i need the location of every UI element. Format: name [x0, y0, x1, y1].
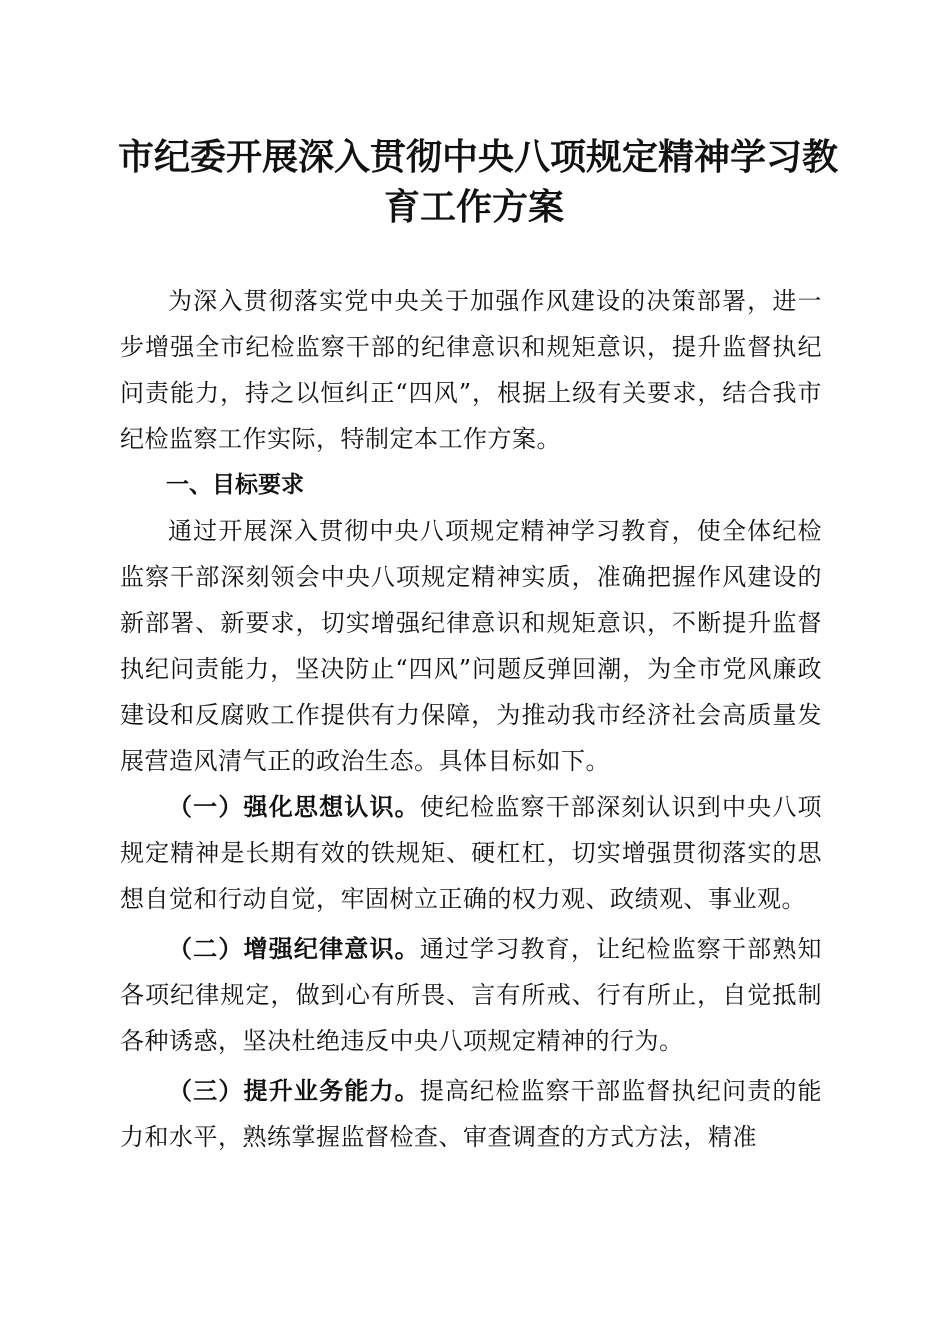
- goal-item-2-text: 通过学习教育，让纪检监察干部熟知各项纪律规定，做到心有所畏、言有所戒、行有所止，自觉抵制各种诱惑，坚决杜绝违反中央八项规定精神的行为。: [120, 935, 823, 1055]
- intro-paragraph: 为深入贯彻落实党中央关于加强作风建设的决策部署，进一步增强全市纪检监察干部的纪律意识和规矩意识，提升监督执纪问责能力，持之以恒纠正“四风”，根据上级有关要求，结合我市纪检监察工作实际，特制定本工作方案。: [120, 287, 822, 453]
- title-line-2: 育工作方案: [383, 186, 564, 228]
- goal-item-2-lead: （二）增强纪律意识。: [168, 935, 420, 963]
- document-title: [118, 132, 839, 232]
- title-line-1: 市纪委开展深入贯彻中央八项规定精神学习教: [118, 136, 839, 178]
- goal-item-3: [120, 1068, 822, 1160]
- goals-paragraph: 通过开展深入贯彻中央八项规定精神学习教育，使全体纪检监察干部深刻领会中央八项规定精神实质，准确把握作风建设的新部署、新要求，切实增强纪律意识和规矩意识，不断提升监督执纪问责能力，坚决防止“四风”问题反弹回潮，为全市党风廉政建设和反腐败工作提供有力保障，为推动我市经济社会高质量发展营造风清气正的政治生态。具体目标如下。: [120, 517, 822, 775]
- goal-item-1-lead: （一）强化思想认识。: [168, 793, 420, 821]
- goal-item-1-text: 使纪检监察干部深刻认识到中央八项规定精神是长期有效的铁规矩、硬杠杠，切实增强贯彻落实的思想自觉和行动自觉，牢固树立正确的权力观、政绩观、事业观。: [120, 793, 823, 913]
- section-heading-goals: 一、目标要求: [166, 472, 304, 498]
- goal-item-3-text: 提高纪检监察干部监督执纪问责的能力和水平，熟练掌握监督检查、审查调查的方式方法，精准: [120, 1077, 823, 1151]
- goal-item-1: [120, 784, 822, 922]
- goal-item-2: [120, 926, 822, 1064]
- document-body: [120, 278, 822, 1160]
- goal-item-3-lead: （三）提升业务能力。: [168, 1077, 420, 1105]
